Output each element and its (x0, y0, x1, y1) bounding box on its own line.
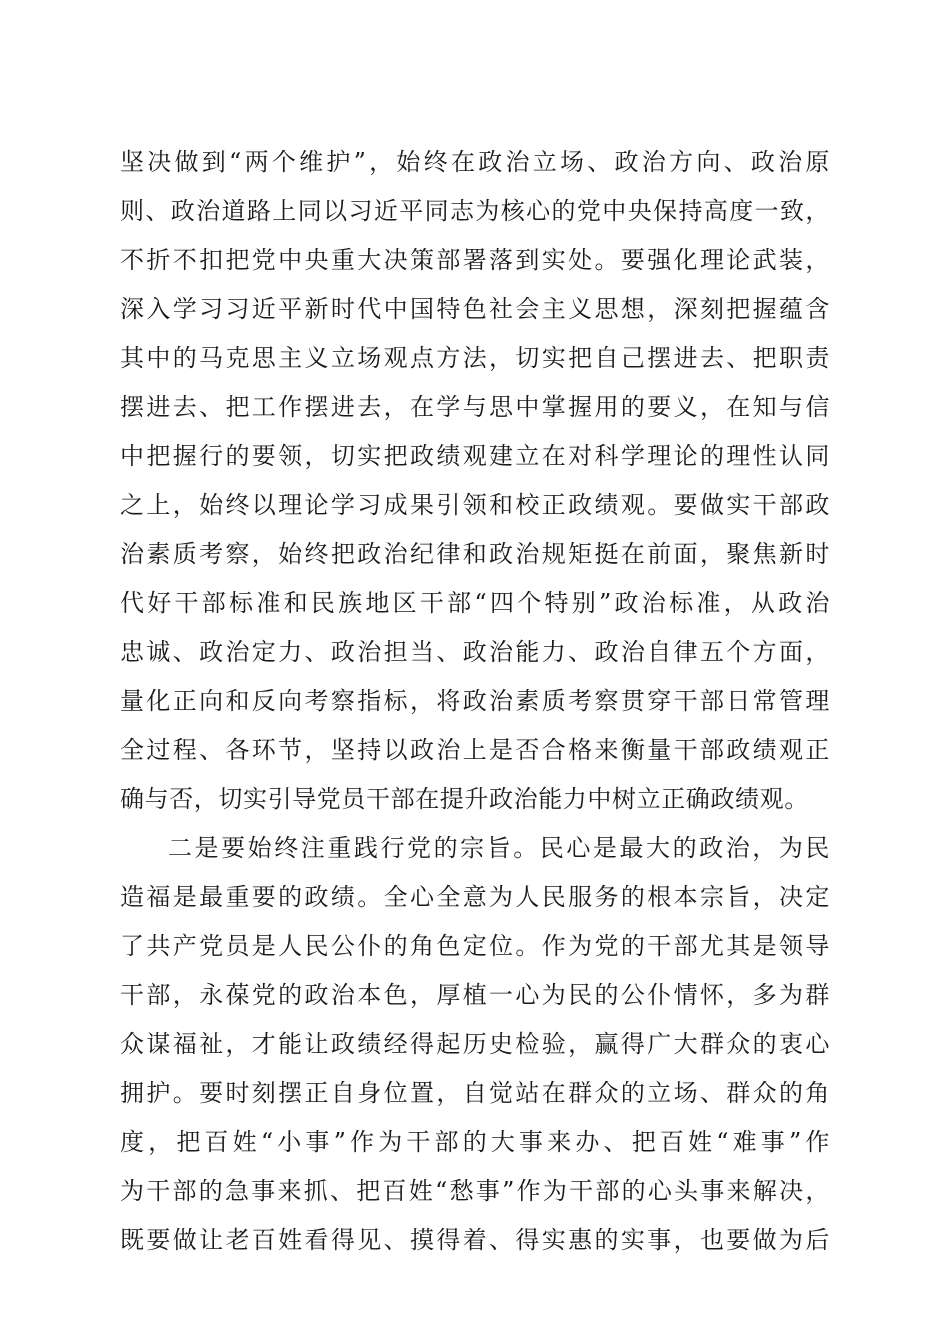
paragraph-line: 不折不扣把党中央重大决策部署落到实处。要强化理论武装， (120, 246, 830, 274)
paragraph-line: 为干部的急事来抓、把百姓“愁事”作为干部的心头事来解决， (120, 1177, 830, 1205)
paragraph-line: 其中的马克思主义立场观点方法，切实把自己摆进去、把职责 (120, 344, 830, 372)
paragraph-line: 忠诚、政治定力、政治担当、政治能力、政治自律五个方面， (120, 638, 830, 666)
paragraph-line: 治素质考察，始终把政治纪律和政治规矩挺在前面，聚焦新时 (120, 540, 830, 568)
paragraph-line: 代好干部标准和民族地区干部“四个特别”政治标准，从政治 (120, 589, 830, 617)
paragraph-line: 干部，永葆党的政治本色，厚植一心为民的公仆情怀，多为群 (120, 981, 830, 1009)
paragraph-line: 众谋福祉，才能让政绩经得起历史检验，赢得广大群众的衷心 (120, 1030, 830, 1058)
paragraph-line: 之上，始终以理论学习成果引领和校正政绩观。要做实干部政 (120, 491, 830, 519)
paragraph-1 (120, 138, 830, 824)
paragraph-line: 既要做让老百姓看得见、摸得着、得实惠的实事，也要做为后 (120, 1226, 830, 1254)
paragraph-line: 造福是最重要的政绩。全心全意为人民服务的根本宗旨，决定 (120, 883, 830, 911)
paragraph-line: 度，把百姓“小事”作为干部的大事来办、把百姓“难事”作 (120, 1128, 830, 1156)
paragraph-line: 全过程、各环节，坚持以政治上是否合格来衡量干部政绩观正 (120, 736, 830, 764)
paragraph-line: 拥护。要时刻摆正自身位置，自觉站在群众的立场、群众的角 (120, 1079, 830, 1107)
document-body (120, 138, 830, 1265)
paragraph-line: 则、政治道路上同以习近平同志为核心的党中央保持高度一致， (120, 197, 830, 225)
paragraph-line: 量化正向和反向考察指标，将政治素质考察贯穿干部日常管理 (120, 687, 830, 715)
paragraph-line: 深入学习习近平新时代中国特色社会主义思想，深刻把握蕴含 (120, 295, 830, 323)
paragraph-line: 确与否，切实引导党员干部在提升政治能力中树立正确政绩观。 (120, 785, 809, 813)
paragraph-line: 了共产党员是人民公仆的角色定位。作为党的干部尤其是领导 (120, 932, 830, 960)
paragraph-line: 中把握行的要领，切实把政绩观建立在对科学理论的理性认同 (120, 442, 830, 470)
paragraph-line: 摆进去、把工作摆进去，在学与思中掌握用的要义，在知与信 (120, 393, 830, 421)
paragraph-2 (120, 824, 830, 1265)
paragraph-line: 二是要始终注重践行党的宗旨。民心是最大的政治，为民 (168, 834, 830, 862)
paragraph-line: 坚决做到“两个维护”，始终在政治立场、政治方向、政治原 (120, 148, 830, 176)
